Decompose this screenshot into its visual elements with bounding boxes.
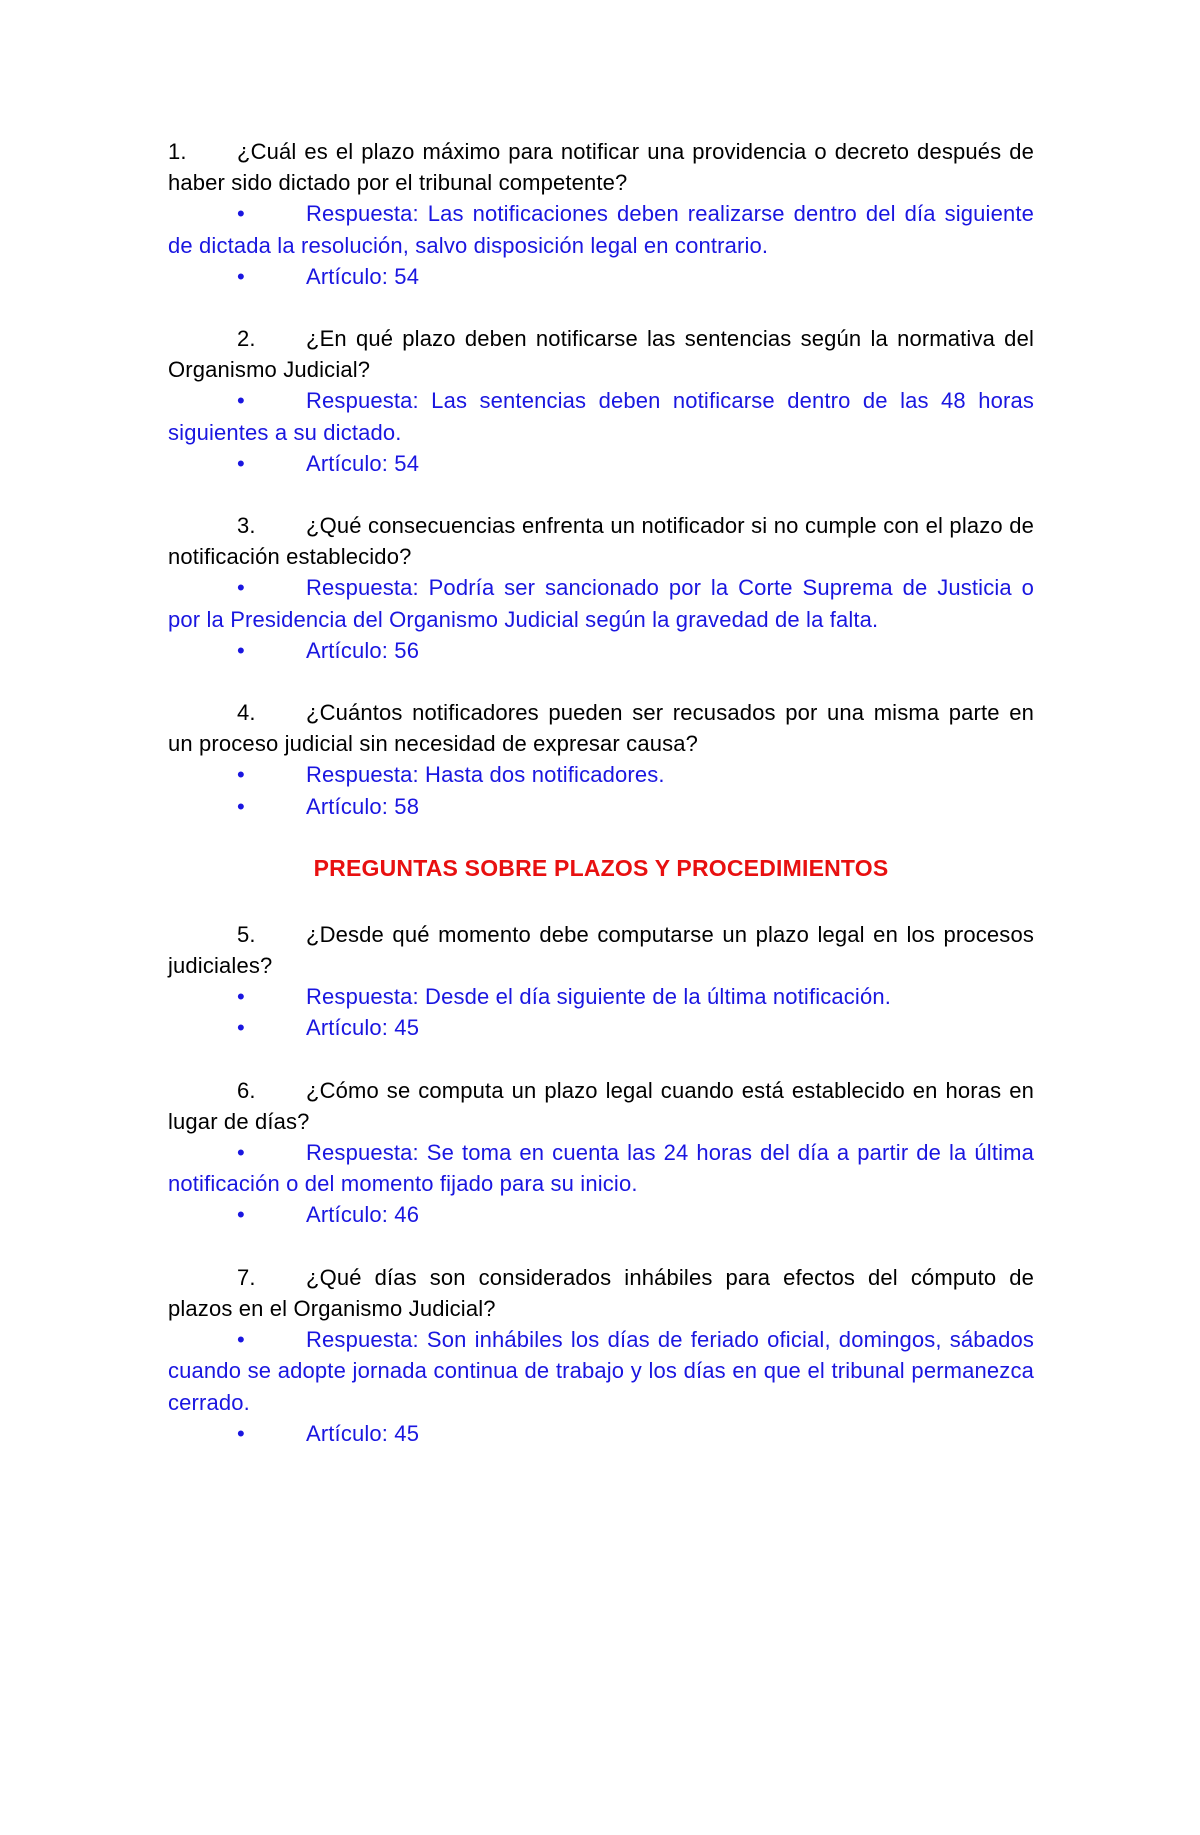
answer-text: Respuesta: Podría ser sancionado por la Corte Suprema de Justicia o por la Presidencia del Organismo Judicial según la gravedad de la falta. (168, 575, 1034, 632)
question-text: ¿Qué días son considerados inhábiles para efectos del cómputo de plazos en el Organismo Judicial? (168, 1264, 1034, 1321)
answer-text: Respuesta: Las sentencias deben notificarse dentro de las 48 horas siguientes a su dictado. (168, 388, 1034, 445)
question-number: 3. (237, 513, 256, 539)
qa-block-3 (168, 510, 1034, 666)
answer-text: Respuesta: Son inhábiles los días de feriado oficial, domingos, sábados cuando se adopte jornada continua de trabajo y los días en que el tribunal permanezca cerrado. (168, 1327, 1034, 1415)
bullet-icon: • (237, 388, 245, 414)
question-1 (168, 136, 1034, 198)
qa-block-6 (168, 1075, 1034, 1231)
article-text: Artículo: 46 (306, 1202, 420, 1228)
question-number: 4. (237, 700, 256, 726)
question-text: ¿Qué consecuencias enfrenta un notificador si no cumple con el plazo de notificación establecido? (168, 513, 1034, 570)
question-text: ¿Cuántos notificadores pueden ser recusados por una misma parte en un proceso judicial sin necesidad de expresar causa? (168, 700, 1034, 757)
article-3 (168, 635, 1034, 666)
article-4 (168, 791, 1034, 822)
bullet-icon: • (237, 263, 245, 289)
section-title: PREGUNTAS SOBRE PLAZOS Y PROCEDIMIENTOS (313, 854, 889, 881)
bullet-icon: • (237, 762, 245, 788)
question-text: ¿Desde qué momento debe computarse un plazo legal en los procesos judiciales? (168, 921, 1034, 979)
answer-text: Respuesta: Hasta dos notificadores. (306, 762, 665, 788)
bullet-icon: • (237, 984, 245, 1010)
bullet-icon: • (237, 1420, 245, 1446)
qa-block-2 (168, 323, 1034, 479)
question-number: 7. (237, 1264, 256, 1290)
question-text: ¿Cómo se computa un plazo legal cuando está establecido en horas en lugar de días? (168, 1077, 1034, 1134)
answer-5 (168, 981, 1034, 1012)
question-4 (168, 697, 1034, 759)
article-1 (168, 261, 1034, 292)
article-6 (168, 1199, 1034, 1230)
question-2 (168, 323, 1034, 385)
bullet-icon: • (237, 793, 245, 819)
bullet-icon: • (237, 637, 245, 663)
question-7 (168, 1262, 1034, 1324)
answer-text: Respuesta: Las notificaciones deben realizarse dentro del día siguiente de dictada la resolución, salvo disposición legal en contrario. (168, 201, 1034, 258)
bullet-icon: • (237, 1202, 245, 1228)
document-page (168, 136, 1034, 1480)
bullet-icon: • (237, 1140, 245, 1166)
bullet-icon: • (237, 1015, 245, 1041)
article-text: Artículo: 45 (306, 1015, 420, 1041)
question-6 (168, 1075, 1034, 1137)
answer-7 (168, 1324, 1034, 1418)
answer-4 (168, 759, 1034, 790)
article-2 (168, 448, 1034, 479)
answer-text: Respuesta: Desde el día siguiente de la última notificación. (306, 984, 892, 1010)
qa-block-4 (168, 697, 1034, 822)
article-5 (168, 1012, 1034, 1043)
article-text: Artículo: 45 (306, 1420, 420, 1446)
question-5 (168, 919, 1034, 981)
bullet-icon: • (237, 450, 245, 476)
question-number: 6. (237, 1077, 256, 1103)
question-number: 5. (237, 921, 256, 947)
question-number: 1. (168, 139, 187, 164)
bullet-icon: • (237, 575, 245, 601)
answer-3 (168, 572, 1034, 634)
article-7 (168, 1418, 1034, 1449)
article-text: Artículo: 54 (306, 263, 420, 289)
answer-6 (168, 1137, 1034, 1199)
question-text: ¿Cuál es el plazo máximo para notificar una providencia o decreto después de haber sido dictado por el tribunal competente? (168, 139, 1034, 196)
question-text: ¿En qué plazo deben notificarse las sentencias según la normativa del Organismo Judicial? (168, 326, 1034, 383)
qa-block-1 (168, 136, 1034, 292)
question-number: 2. (237, 326, 256, 352)
qa-block-5 (168, 919, 1034, 1044)
bullet-icon: • (237, 201, 245, 227)
answer-text: Respuesta: Se toma en cuenta las 24 horas del día a partir de la última notificación o del momento fijado para su inicio. (168, 1140, 1034, 1197)
answer-2 (168, 385, 1034, 447)
article-text: Artículo: 54 (306, 450, 420, 476)
article-text: Artículo: 58 (306, 793, 420, 819)
question-3 (168, 510, 1034, 572)
qa-block-7 (168, 1262, 1034, 1449)
bullet-icon: • (237, 1327, 245, 1353)
article-text: Artículo: 56 (306, 637, 420, 663)
answer-1 (168, 198, 1034, 260)
